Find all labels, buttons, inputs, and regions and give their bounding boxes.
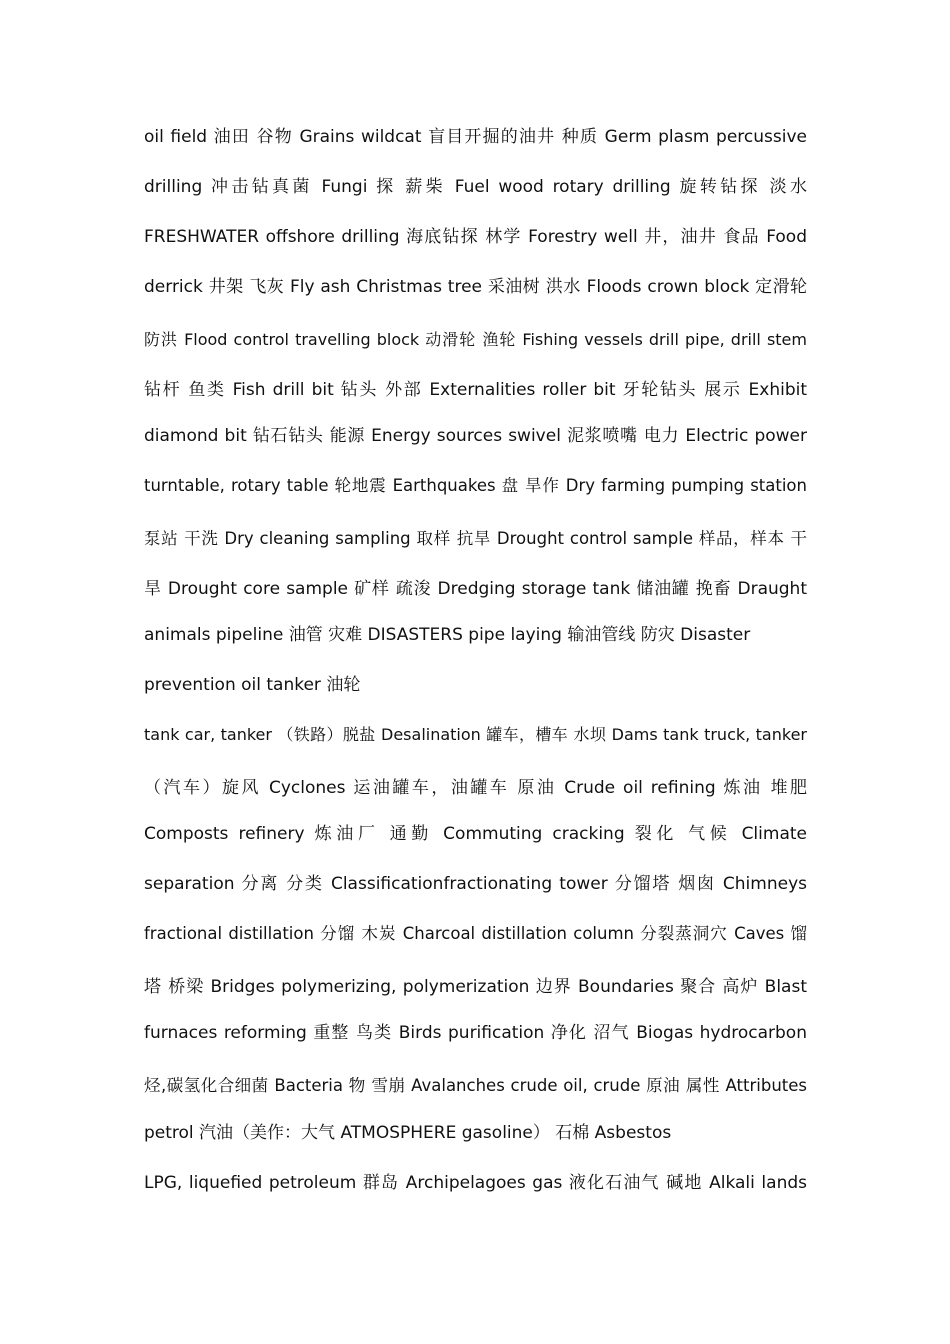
text-line-14: （汽车）旋风 Cyclones 运油罐车，油罐车 原油 Crude oil refining 炼油 堆肥 bbox=[144, 778, 807, 798]
text-line-5: 防洪 Flood control travelling block 动滑轮 渔轮 Fishing vessels drill pipe, drill stem bbox=[144, 330, 807, 349]
text-line-3: FRESHWATER offshore drilling 海底钻探 林学 Forestry well 井，油井 食品 Food bbox=[144, 227, 807, 247]
text-line-21: petrol 汽油（美作：大气 ATMOSPHERE gasoline） 石棉 Asbestos bbox=[144, 1123, 672, 1143]
text-line-12: prevention oil tanker 油轮 bbox=[144, 675, 361, 695]
text-line-15: Composts refinery 炼油厂 通勤 Commuting cracking 裂化 气候 Climate bbox=[144, 824, 807, 844]
text-line-11: animals pipeline 油管 灾难 DISASTERS pipe laying 输油管线 防灾 Disaster bbox=[144, 625, 751, 645]
text-line-10: 旱 Drought core sample 矿样 疏浚 Dredging storage tank 储油罐 挽畜 Draught bbox=[144, 579, 807, 599]
text-line-4: derrick 井架 飞灰 Fly ash Christmas tree 采油树 洪水 Floods crown block 定滑轮 bbox=[144, 277, 807, 297]
text-line-7: diamond bit 钻石钻头 能源 Energy sources swivel 泥浆喷嘴 电力 Electric power bbox=[144, 426, 807, 446]
text-line-19: furnaces reforming 重整 鸟类 Birds purification 净化 沼气 Biogas hydrocarbon bbox=[144, 1023, 807, 1043]
text-line-1: oil field 油田 谷物 Grains wildcat 盲目开掘的油井 种质 Germ plasm percussive bbox=[144, 127, 807, 147]
text-line-22: LPG, liquefied petroleum 群岛 Archipelagoes gas 液化石油气 碱地 Alkali lands bbox=[144, 1173, 807, 1193]
text-line-9: 泵站 干洗 Dry cleaning sampling 取样 抗旱 Drought control sample 样品，样本 干 bbox=[144, 529, 807, 548]
text-line-13: tank car, tanker （铁路）脱盐 Desalination 罐车，槽车 水坝 Dams tank truck, tanker bbox=[144, 725, 807, 744]
text-line-20: 烃,碳氢化合细菌 Bacteria 物 雪崩 Avalanches crude oil, crude 原油 属性 Attributes bbox=[144, 1076, 807, 1095]
text-line-2: drilling 冲击钻真菌 Fungi 探 薪柴 Fuel wood rotary drilling 旋转钻探 淡水 bbox=[144, 177, 807, 197]
text-line-17: fractional distillation 分馏 木炭 Charcoal distillation column 分裂蒸洞穴 Caves 馏 bbox=[144, 924, 807, 943]
text-line-6: 钻杆 鱼类 Fish drill bit 钻头 外部 Externalities roller bit 牙轮钻头 展示 Exhibit bbox=[144, 380, 807, 400]
text-line-16: separation 分离 分类 Classificationfractionating tower 分馏塔 烟囱 Chimneys bbox=[144, 874, 807, 894]
text-line-8: turntable, rotary table 轮地震 Earthquakes 盘 旱作 Dry farming pumping station bbox=[144, 476, 807, 495]
text-line-18: 塔 桥梁 Bridges polymerizing, polymerization 边界 Boundaries 聚合 高炉 Blast bbox=[144, 977, 807, 997]
